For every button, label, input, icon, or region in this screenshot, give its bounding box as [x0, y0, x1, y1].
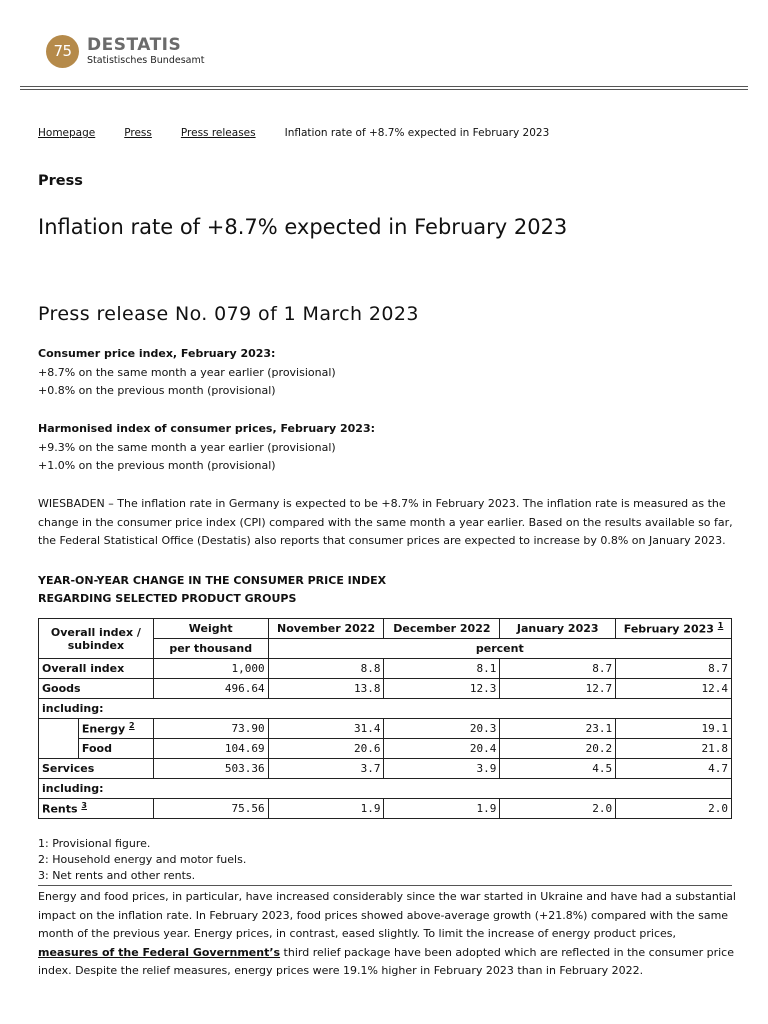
cell-weight: 1,000 — [153, 659, 268, 679]
including-label: including: — [39, 779, 732, 799]
logo-wordmark: DESTATIS — [87, 34, 182, 55]
footnote-divider — [38, 885, 732, 886]
col-header-nov: November 2022 — [268, 619, 384, 639]
cell-feb: 2.0 — [616, 799, 732, 819]
cell-weight: 75.56 — [153, 799, 268, 819]
including-label: including: — [39, 699, 732, 719]
cell-weight: 496.64 — [153, 679, 268, 699]
cell-weight: 503.36 — [153, 759, 268, 779]
table-row — [39, 719, 732, 739]
cell-nov: 13.8 — [268, 679, 384, 699]
breadcrumb-homepage-link[interactable]: Homepage — [38, 127, 96, 139]
body-text-after: third relief package have been adopted which are reflected in the consumer price index. Despite the relief measures, energy prices were 19.1% higher in February 2023 than in February 2022. — [38, 945, 734, 977]
cell-dec: 3.9 — [384, 759, 500, 779]
table-row — [39, 799, 732, 819]
cell-dec: 1.9 — [384, 799, 500, 819]
footnote-3-link[interactable]: 3 — [81, 801, 87, 811]
table-row — [39, 739, 732, 759]
cell-dec: 8.1 — [384, 659, 500, 679]
cpi-line-mom: +0.8% on the previous month (provisional) — [38, 384, 276, 397]
table-row — [39, 659, 732, 679]
cell-jan: 4.5 — [500, 759, 616, 779]
row-label-rents — [39, 799, 154, 819]
indent-spacer — [39, 739, 79, 759]
cell-nov: 31.4 — [268, 719, 384, 739]
destatis-logo[interactable] — [46, 34, 204, 68]
relief-measures-link[interactable]: measures of the Federal Government’s — [38, 945, 281, 959]
cell-dec: 20.4 — [384, 739, 500, 759]
indent-spacer — [39, 719, 79, 739]
table-heading-line2: REGARDING SELECTED PRODUCT GROUPS — [38, 592, 297, 605]
hicp-heading: Harmonised index of consumer prices, February 2023: — [38, 422, 376, 435]
col-header-weight: Weight — [153, 619, 268, 639]
logo-text — [87, 34, 205, 66]
unit-weight: per thousand — [153, 639, 268, 659]
cell-weight: 73.90 — [153, 719, 268, 739]
col-header-dec: December 2022 — [384, 619, 500, 639]
cell-jan: 2.0 — [500, 799, 616, 819]
footnote-3: 3: Net rents and other rents. — [38, 869, 196, 882]
logo-subtitle: Statistisches Bundesamt — [87, 54, 205, 66]
cell-feb: 19.1 — [616, 719, 732, 739]
breadcrumb-press-releases-link[interactable]: Press releases — [180, 127, 256, 139]
cell-nov: 8.8 — [268, 659, 384, 679]
cell-jan: 12.7 — [500, 679, 616, 699]
header-divider-secondary — [20, 89, 748, 90]
table-row — [39, 679, 732, 699]
footnote-1-link[interactable]: 1 — [717, 621, 724, 631]
cpi-table — [38, 618, 732, 819]
col-header-index: Overall index / subindex — [39, 619, 154, 659]
breadcrumb — [38, 127, 549, 139]
table-heading-line1: YEAR-ON-YEAR CHANGE IN THE CONSUMER PRICE INDEX — [38, 574, 387, 587]
hicp-line-yoy: +9.3% on the same month a year earlier (provisional) — [38, 440, 336, 454]
section-label: Press — [38, 173, 83, 189]
header-divider — [20, 86, 748, 87]
table-header-row — [39, 619, 732, 639]
intro-paragraph: WIESBADEN – The inflation rate in Germany is expected to be +8.7% in February 2023. The inflation rate is measured as the change in the consumer price index (CPI) compared with the same month a year earlier. Based on the results available so far, the Federal Statistical Office (Destatis) also reports that consumer prices are expected to increase by 0.8% on January 2023. — [38, 497, 733, 547]
row-label-food: Food — [78, 739, 153, 759]
footnote-2-link[interactable]: 2 — [129, 721, 135, 731]
row-label-goods: Goods — [39, 679, 154, 699]
row-label-energy — [78, 719, 153, 739]
row-label-energy-text: Energy — [81, 722, 126, 736]
cell-feb: 21.8 — [616, 739, 732, 759]
row-label-services: Services — [39, 759, 154, 779]
press-release-title: Press release No. 079 of 1 March 2023 — [38, 303, 419, 325]
cpi-heading: Consumer price index, February 2023: — [38, 347, 276, 360]
table-row-including — [39, 779, 732, 799]
row-label-rents-text: Rents — [42, 802, 78, 816]
cell-nov: 20.6 — [268, 739, 384, 759]
cell-jan: 20.2 — [500, 739, 616, 759]
footnote-1: 1: Provisional figure. — [38, 837, 151, 850]
anniversary-badge-icon: 75 — [46, 35, 79, 68]
cell-nov: 1.9 — [268, 799, 384, 819]
row-label-overall: Overall index — [39, 659, 154, 679]
breadcrumb-current: Inflation rate of +8.7% expected in February 2023 — [284, 127, 550, 139]
footnote-2: 2: Household energy and motor fuels. — [38, 853, 247, 866]
cell-jan: 8.7 — [500, 659, 616, 679]
col-header-jan: January 2023 — [500, 619, 616, 639]
cell-dec: 20.3 — [384, 719, 500, 739]
cpi-summary — [38, 345, 336, 401]
page-title: Inflation rate of +8.7% expected in February 2023 — [38, 215, 568, 239]
hicp-line-mom: +1.0% on the previous month (provisional) — [38, 459, 276, 472]
body-paragraph — [38, 888, 738, 981]
col-header-feb — [616, 619, 732, 639]
table-row-including — [39, 699, 732, 719]
table-row — [39, 759, 732, 779]
cpi-line-yoy: +8.7% on the same month a year earlier (provisional) — [38, 365, 336, 379]
cell-feb: 8.7 — [616, 659, 732, 679]
cell-nov: 3.7 — [268, 759, 384, 779]
cell-feb: 4.7 — [616, 759, 732, 779]
unit-percent: percent — [268, 639, 731, 659]
cell-weight: 104.69 — [153, 739, 268, 759]
col-header-feb-label: February 2023 — [623, 622, 714, 636]
cell-feb: 12.4 — [616, 679, 732, 699]
table-footnotes — [38, 836, 246, 884]
cell-dec: 12.3 — [384, 679, 500, 699]
cell-jan: 23.1 — [500, 719, 616, 739]
hicp-summary — [38, 420, 375, 476]
breadcrumb-press-link[interactable]: Press — [124, 127, 152, 139]
table-heading — [38, 572, 386, 608]
body-text-before: Energy and food prices, in particular, have increased considerably since the war started in Ukraine and have had a substantial impact on the inflation rate. In February 2023, food prices showed above-average growth (+21.8%) compared with the same month of the previous year. Energy prices, in contrast, eased slightly. To limit the increase of energy product prices, — [38, 890, 736, 940]
